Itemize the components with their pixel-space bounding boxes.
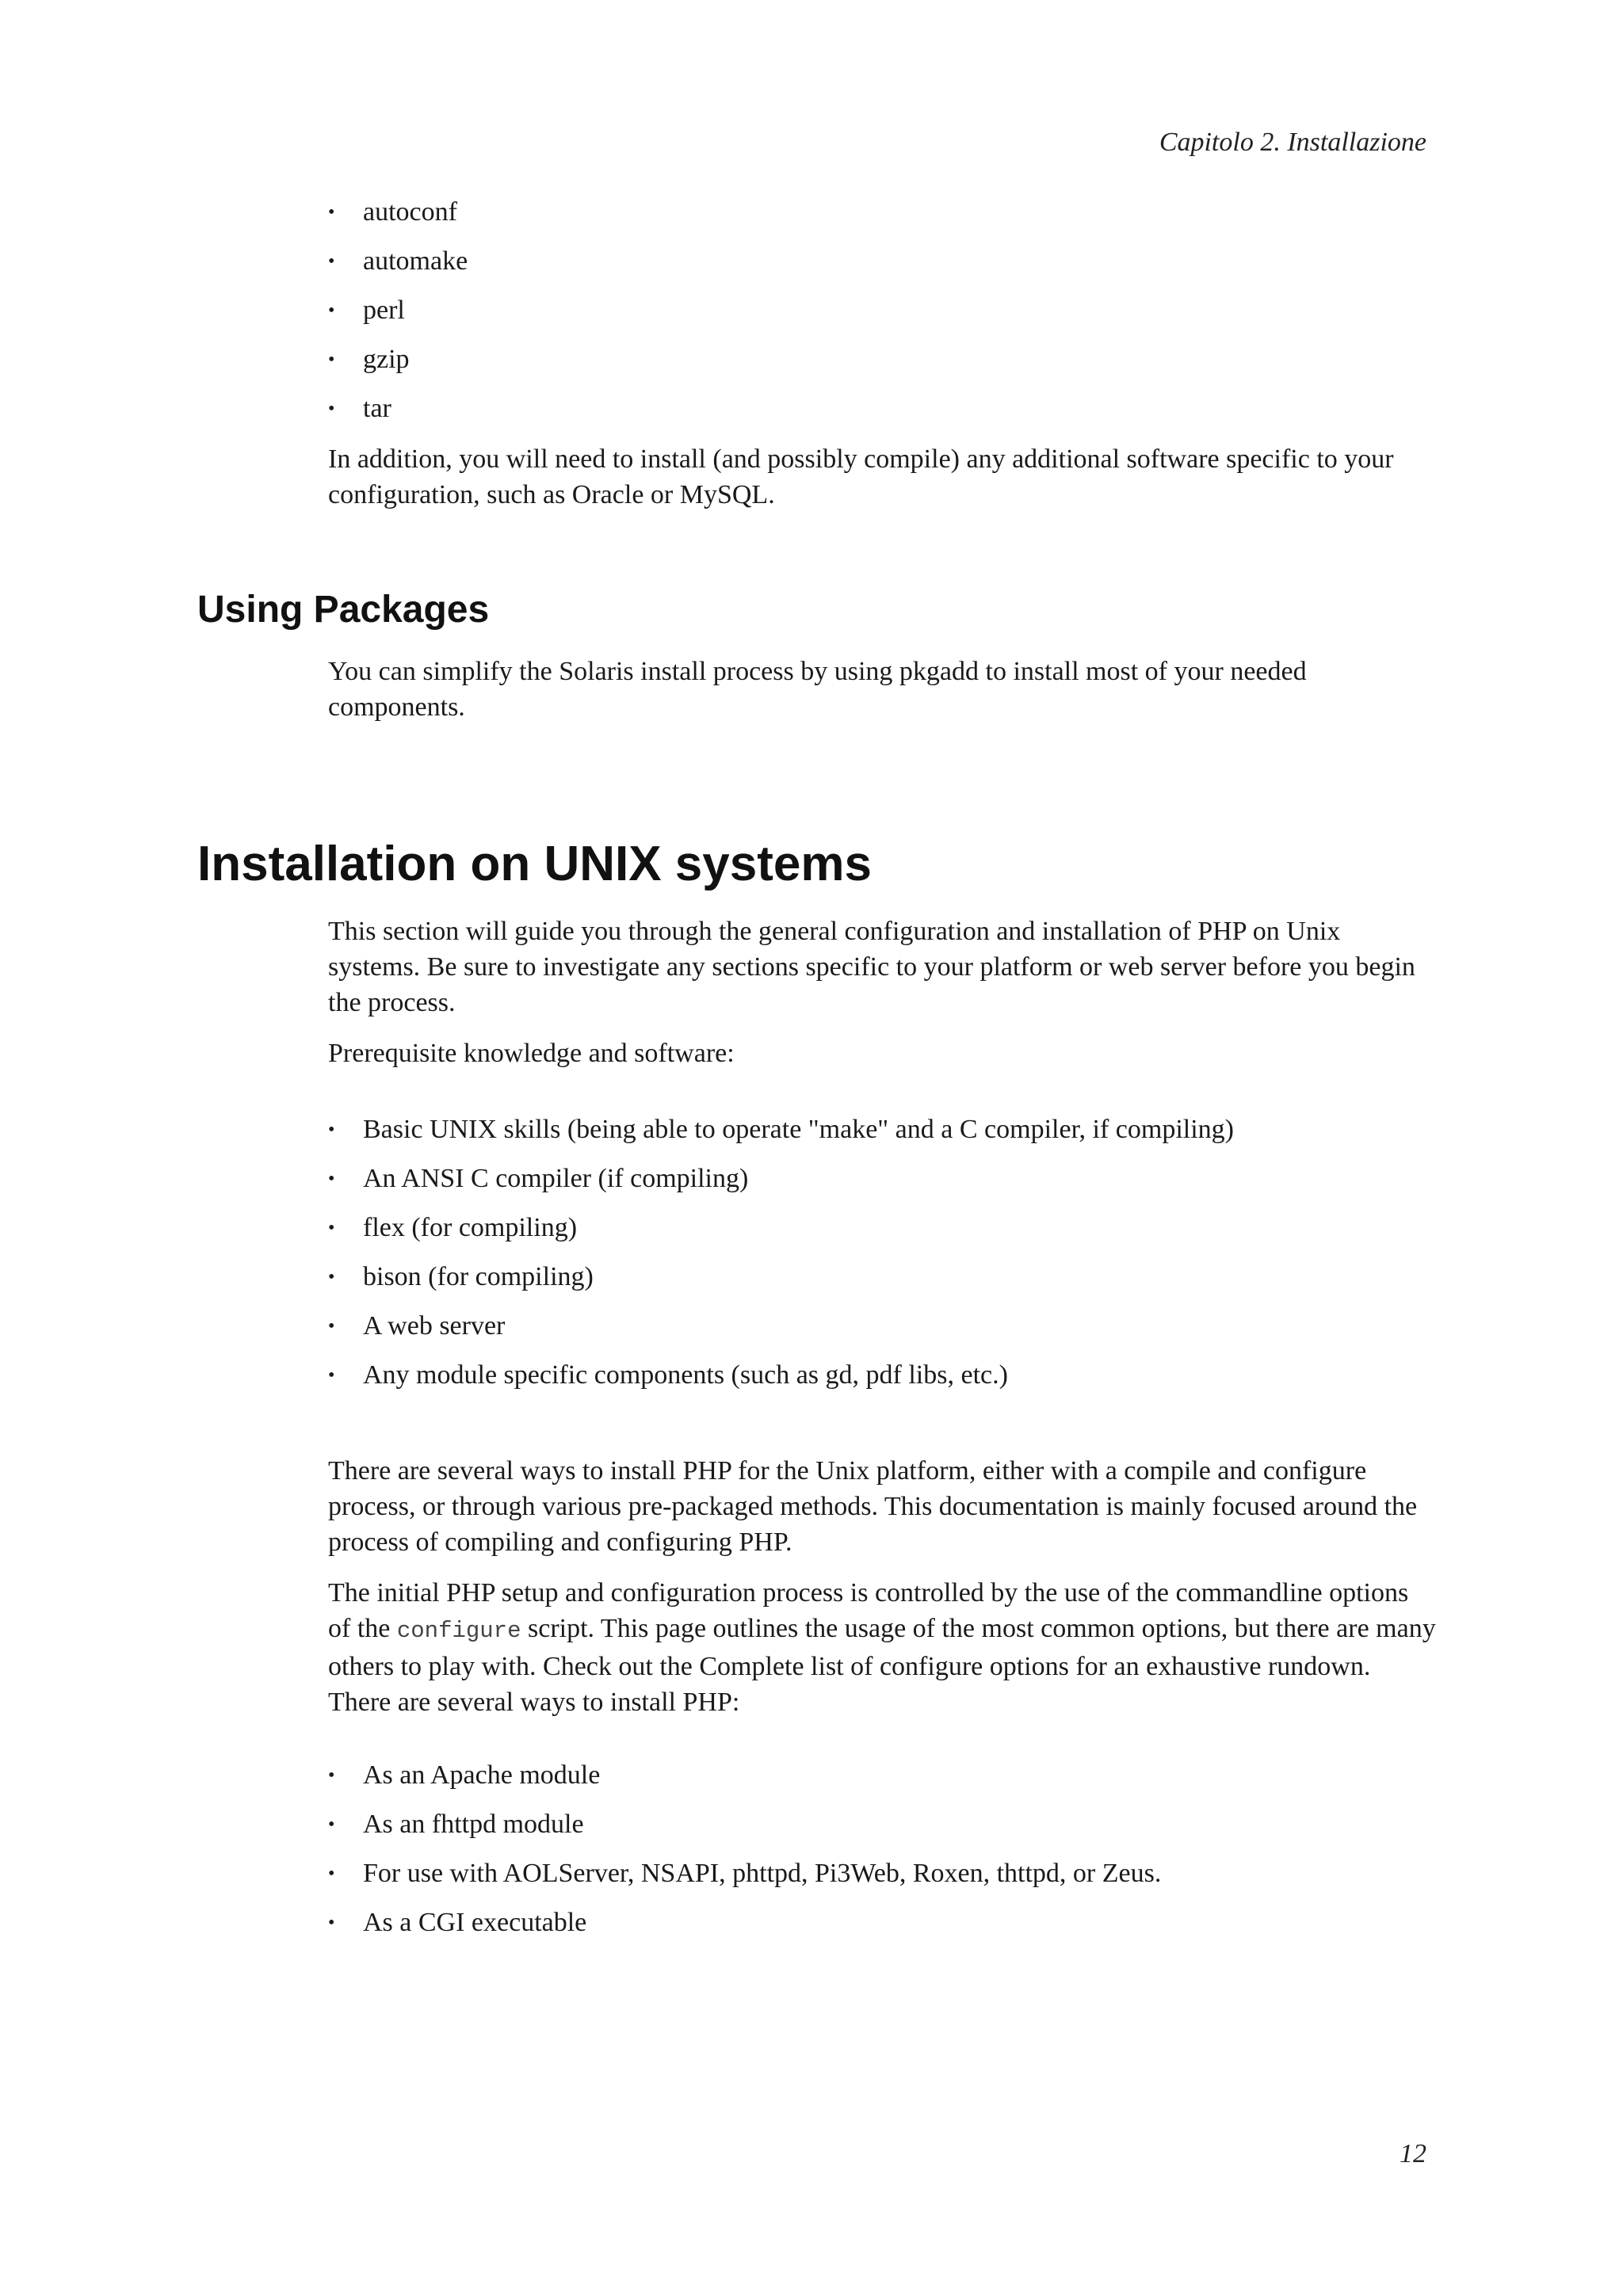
configure-code: configure [396, 1618, 521, 1644]
list-item: • As an fhttpd module [328, 1810, 584, 1839]
bullet-icon: • [328, 1365, 335, 1386]
running-header: Capitolo 2. Installazione [1159, 128, 1426, 157]
bullet-icon: • [328, 1913, 335, 1933]
section-heading-unix-install: Installation on UNIX systems [197, 837, 872, 891]
install-ways-list-block [328, 1760, 1438, 1939]
bullet-icon: • [328, 1218, 335, 1238]
setup-paragraph: The initial PHP setup and configuration process is controlled by the use of the commandline options of the configure script. This page outlines the usage of the most common options, but there are many others to play with. Check out the Complete list of configure options for an exhaustive rundown. There are several ways to install PHP: [328, 1578, 1436, 1717]
install-ways-paragraph: There are several ways to install PHP for the Unix platform, either with a compile and configure process, or through various pre-packaged methods. This documentation is mainly focused around the process of compiling and configuring PHP. [328, 1456, 1418, 1557]
bullet-icon: • [328, 300, 335, 321]
using-packages-paragraph: You can simplify the Solaris install process by using pkgadd to install most of your needed components. [328, 657, 1307, 722]
list-item: • flex (for compiling) [328, 1213, 578, 1242]
bullet-icon: • [328, 202, 335, 223]
list-item: • An ANSI C compiler (if compiling) [328, 1164, 749, 1193]
prereq-list [328, 1114, 1438, 1391]
tools-list [328, 196, 1438, 425]
list-item: • bison (for compiling) [328, 1262, 594, 1291]
bullet-icon: • [328, 1119, 335, 1140]
list-item: • gzip [328, 345, 410, 374]
list-item: • perl [328, 296, 405, 325]
prereq-label: Prerequisite knowledge and software: [328, 1039, 735, 1068]
prereq-list-block [328, 1114, 1438, 1391]
list-item: • autoconf [328, 197, 457, 227]
tools-note-paragraph: In addition, you will need to install (and possibly compile) any additional software specific to your configuration, such as Oracle or MySQL. [328, 444, 1394, 509]
bullet-icon: • [328, 1267, 335, 1287]
bullet-icon: • [328, 399, 335, 419]
list-item: • As a CGI executable [328, 1908, 587, 1937]
bullet-icon: • [328, 251, 335, 272]
bullet-icon: • [328, 1765, 335, 1786]
list-item: • As an Apache module [328, 1760, 601, 1790]
page-number: 12 [1400, 2139, 1426, 2168]
section-heading-using-packages: Using Packages [197, 589, 490, 631]
list-item: • A web server [328, 1311, 506, 1341]
tools-list-block [328, 196, 1438, 425]
list-item: • Any module specific components (such as gd, pdf libs, etc.) [328, 1360, 1008, 1390]
bullet-icon: • [328, 1169, 335, 1189]
bullet-icon: • [328, 349, 335, 370]
bullet-icon: • [328, 1863, 335, 1884]
list-item: • Basic UNIX skills (being able to operate "make" and a C compiler, if compiling) [328, 1115, 1234, 1144]
unix-intro-paragraph: This section will guide you through the general configuration and installation of PHP on Unix systems. Be sure to investigate any sections specific to your platform or web server before you begin the process. [328, 917, 1415, 1017]
bullet-icon: • [328, 1316, 335, 1337]
list-item: • tar [328, 394, 391, 423]
list-item: • automake [328, 246, 468, 276]
list-item: • For use with AOLServer, NSAPI, phttpd, Pi3Web, Roxen, thttpd, or Zeus. [328, 1859, 1162, 1888]
install-ways-list [328, 1760, 1438, 1939]
bullet-icon: • [328, 1814, 335, 1835]
